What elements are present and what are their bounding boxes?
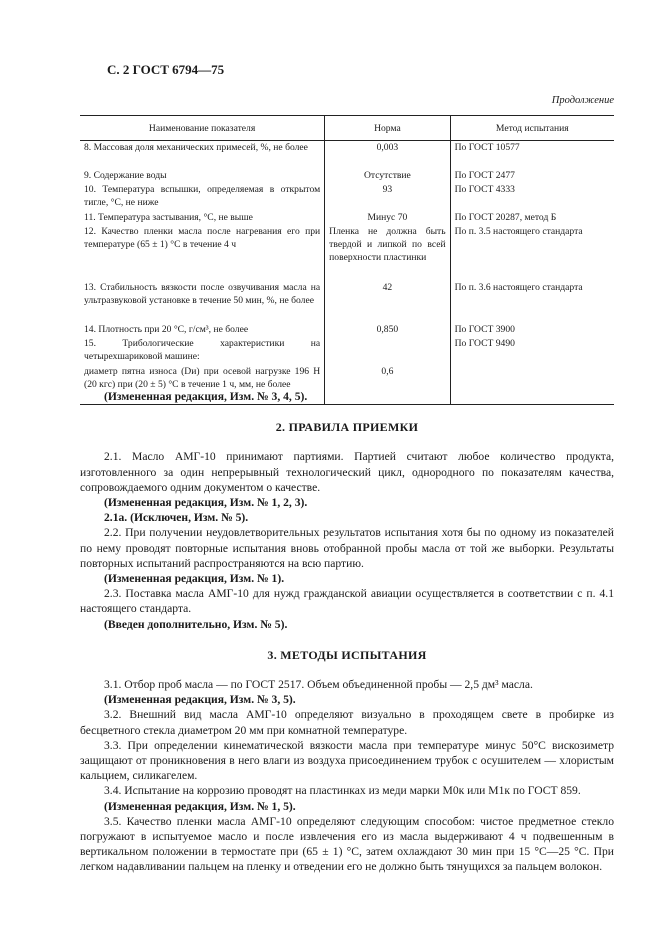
column-header-method: Метод испытания: [450, 116, 614, 141]
row-norm: Отсутствие: [325, 169, 450, 183]
amendment-note: (Введен дополнительно, Изм. № 5).: [104, 617, 288, 631]
paragraph-3-4: 3.4. Испытание на коррозию проводят на пластинках из меди марки М0к или М1к по ГОСТ 859.: [104, 784, 581, 798]
paragraph-3-5: 3.5. Качество пленки масла АМГ-10 определяют следующим способом: чистое предметное стекло погружают в испытуемое масло и после извлечения его из масла выдерживают 4 ч подвешенным в вертикальном положении в термостате при (65 ± 1) °С, затем охлаждают 30 мин при 15 °С—25 °С. При легком надавливании пальцем на пленку и отведении его не должно быть тянущихся за пальцем волокон.: [80, 814, 614, 874]
specification-table: [80, 115, 614, 405]
section-3-title: 3. МЕТОДЫ ИСПЫТАНИЯ: [267, 647, 427, 662]
paragraph-2-3: 2.3. Поставка масла АМГ-10 для нужд гражданской авиации осуществляется в соответствии с п. 4.1 настоящего стандарта.: [80, 587, 614, 616]
column-header-name: Наименование показателя: [80, 116, 325, 141]
row-name: 8. Массовая доля механических примесей, %, не более: [84, 142, 308, 153]
row-norm: 0,6: [325, 365, 450, 405]
paragraph-2-2: 2.2. При получении неудовлетворительных результатов испытания хотя бы по одному из показателей по нему проводят повторные испытания вновь отобранной пробы масла от той же выборки. Результаты повторных испытаний распространяются на всю партию.: [80, 526, 614, 570]
row-name: 13. Стабильность вязкости после озвучивания масла на ультразвуковой установке в течение 50 мин, %, не более: [84, 281, 321, 306]
row-method: По п. 3.5 настоящего стандарта: [450, 225, 614, 281]
continuation-label: Продолжение: [551, 95, 614, 106]
row-name: 14. Плотность при 20 °С, г/см³, не более: [84, 323, 249, 335]
row-method: По ГОСТ 20287, метод Б: [450, 211, 614, 225]
row-name: 12. Качество пленки масла после нагревания его при температуре (65 ± 1) °С в течение 4 ч: [84, 225, 321, 250]
row-method: По ГОСТ 2477: [450, 169, 614, 183]
section-2-title: 2. ПРАВИЛА ПРИЕМКИ: [275, 420, 419, 435]
row-name: диаметр пятна износа (Dи) при осевой нагрузке 196 Н (20 кгс) при (20 ± 5) °С в течение 1 ч, мм, не более: [80, 365, 325, 405]
paragraph-2-1: 2.1. Масло АМГ-10 принимают партиями. Партией считают любое количество продукта, изготовленного за один непрерывный технологический цикл, однородного по показателям качества, сопровождаемого одним документом о качестве.: [80, 450, 614, 494]
paragraph-3-1: 3.1. Отбор проб масла — по ГОСТ 2517. Объем объединенной пробы — 2,5 дм³ масла.: [104, 678, 533, 692]
amendment-note: (Измененная редакция, Изм. № 1).: [104, 572, 285, 586]
row-method: По ГОСТ 9490: [450, 337, 614, 365]
row-method: По ГОСТ 10577: [450, 141, 614, 169]
table-row: [80, 337, 614, 365]
row-norm: 0,003: [325, 141, 450, 169]
row-method: По п. 3.6 настоящего стандарта: [450, 281, 614, 323]
row-name: 15. Трибологические характеристики на четырехшариковой машине:: [84, 337, 321, 362]
row-norm: 0,850: [325, 323, 450, 337]
table-row: [80, 211, 614, 225]
amendment-note: (Измененная редакция, Изм. № 3, 5).: [104, 693, 296, 707]
row-norm: 42: [325, 281, 450, 323]
column-header-norm: Норма: [325, 116, 450, 141]
table-row: [80, 281, 614, 323]
table-row: [80, 183, 614, 211]
paragraph-2-1a: 2.1а. (Исключен, Изм. № 5).: [104, 511, 249, 525]
body-text: [80, 389, 614, 875]
row-name: 11. Температура застывания, °С, не выше: [84, 211, 253, 223]
row-norm: Пленка не должна быть твердой и липкой по всей поверхности пластинки: [325, 225, 450, 281]
row-norm: [325, 337, 450, 365]
table-row: [80, 225, 614, 281]
row-name: 9. Содержание воды: [84, 169, 167, 181]
row-norm: 93: [325, 183, 450, 211]
amendment-note: (Измененная редакция, Изм. № 1, 5).: [104, 799, 296, 813]
paragraph-3-3: 3.3. При определении кинематической вязкости масла при температуре минус 50°С вискозиметр защищают от проникновения в него влаги из воздуха присоединением трубок с осушителем — хлористым кальцием, силикагелем.: [80, 738, 614, 783]
amendment-note: (Измененная редакция, Изм. № 1, 2, 3).: [104, 496, 308, 510]
table-header-row: [80, 116, 614, 141]
table-row: [80, 169, 614, 183]
row-name: 10. Температура вспышки, определяемая в открытом тигле, °С, не ниже: [84, 183, 321, 208]
table-row: [80, 323, 614, 337]
table-row: [80, 141, 614, 169]
paragraph-3-2: 3.2. Внешний вид масла АМГ-10 определяют визуально в проходящем свете в пробирке из бесцветного стекла диаметром 20 мм при комнатной температуре.: [80, 708, 614, 737]
row-method: По ГОСТ 4333: [450, 183, 614, 211]
row-method: По ГОСТ 3900: [450, 323, 614, 337]
row-norm: Минус 70: [325, 211, 450, 225]
table-amendment-note: (Измененная редакция, Изм. № 3, 4, 5).: [104, 390, 308, 403]
page-header: С. 2 ГОСТ 6794—75: [107, 62, 225, 77]
